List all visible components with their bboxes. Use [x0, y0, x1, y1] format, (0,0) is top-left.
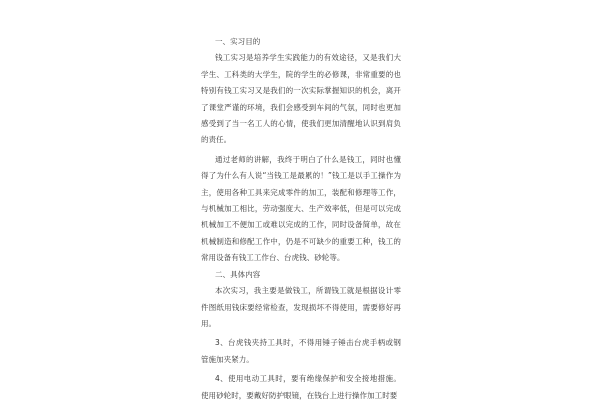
- section2-paragraph-1: 本次实习，我主要是做钱工，所谓钱工就是根据设计零件图纸用钱床要经常检查，发现损坏不得使用，需要修好再用。: [201, 286, 401, 328]
- section1-heading: 一、实习目的: [215, 37, 261, 46]
- section2-heading: 二、具体内容: [215, 269, 261, 279]
- document-body: [201, 34, 401, 400]
- section1-paragraph-1: 钱工实习是培养学生实践能力的有效途径，又是我们大学生、工科类的大学生，院的学生的必修课，非常重要的也特别有钱工实习又是我们的一次实际掌握知识的机会，离开了课堂严谨的环境，我们会感受到车间的气氛，同时也更加感受到了当一名工人的心情，使我们更加清醒地认识到肩负的责任。: [201, 53, 401, 145]
- section1-paragraph-2: 通过老师的讲解，我终于明白了什么是钱工，同时也懂得了为什么有人说“当钱工是最累的！”钱工是以手工操作为主，使用各种工具来完成零件的加工，装配和修理等工作，与机械加工相比，劳动强度大、生产效率低，但是可以完成机械加工不便加工或难以完成的工作，同时设备简单，故在机械制造和修配工作中，仍是不可缺少的重要工种，钱工的常用设备有钱工工作台、台虎钱、砂轮等。: [201, 154, 401, 263]
- section2-paragraph-2: 3、台虎钱夹持工具时，不得用锤子锤击台虎手柄或钢管施加夹紧力。: [201, 338, 401, 364]
- section2-paragraph-3: 4、使用电动工具时，要有绝缘保护和安全接地措施。使用砂轮时，要戴好防护眼镜，在钱台上进行操作加工时要: [201, 374, 401, 400]
